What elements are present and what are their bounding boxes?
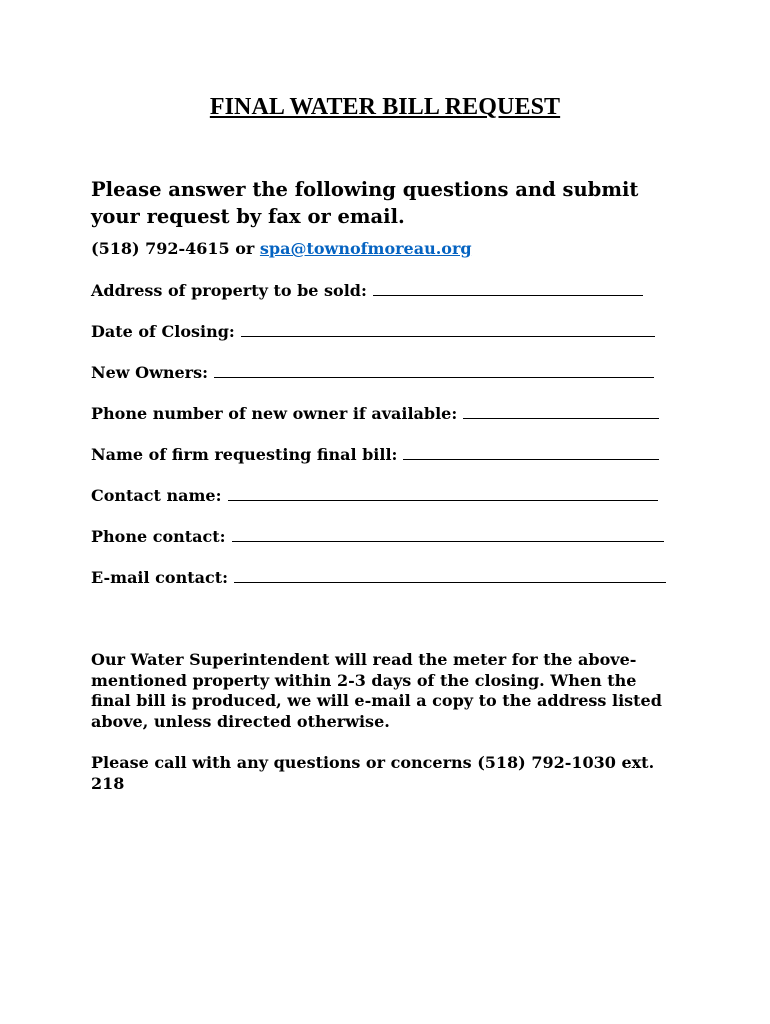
field-new-owner-phone bbox=[91, 403, 659, 425]
field-email-contact bbox=[91, 567, 666, 589]
fax-number: (518) 792-4615 or bbox=[91, 239, 260, 258]
field-phone-contact bbox=[91, 526, 664, 548]
intro-text: Please answer the following questions and submit your request by fax or email. bbox=[91, 178, 639, 228]
date-of-closing-blank[interactable] bbox=[241, 322, 655, 337]
field-label: E-mail contact: bbox=[91, 568, 228, 587]
field-contact-name bbox=[91, 485, 658, 507]
address-blank[interactable] bbox=[373, 281, 643, 296]
field-label: Name of firm requesting final bill: bbox=[91, 445, 398, 464]
contact-name-blank[interactable] bbox=[228, 486, 658, 501]
new-owners-blank[interactable] bbox=[214, 363, 654, 378]
superintendent-note: Our Water Superintendent will read the meter for the above-mentioned property within 2-3 days of the closing. When the final bill is produced, we will e-mail a copy to the address listed above, unless directed otherwise. bbox=[91, 650, 662, 731]
contact-line bbox=[91, 238, 472, 260]
field-label: New Owners: bbox=[91, 363, 209, 382]
email-link[interactable]: spa@townofmoreau.org bbox=[259, 239, 472, 258]
firm-name-blank[interactable] bbox=[403, 445, 659, 460]
field-firm-name bbox=[91, 444, 659, 466]
field-new-owners bbox=[91, 362, 654, 384]
field-label: Date of Closing: bbox=[91, 322, 235, 341]
field-address bbox=[91, 280, 643, 302]
field-date-of-closing bbox=[91, 321, 655, 343]
field-label: Phone number of new owner if available: bbox=[91, 404, 458, 423]
email-contact-blank[interactable] bbox=[234, 568, 666, 583]
phone-contact-blank[interactable] bbox=[232, 527, 664, 542]
new-owner-phone-blank[interactable] bbox=[463, 404, 659, 419]
field-label: Phone contact: bbox=[91, 527, 226, 546]
field-label: Address of property to be sold: bbox=[91, 281, 367, 300]
questions-note: Please call with any questions or concerns (518) 792-1030 ext. 218 bbox=[91, 753, 655, 793]
page-title: FINAL WATER BILL REQUEST bbox=[209, 94, 561, 120]
field-label: Contact name: bbox=[91, 486, 222, 505]
